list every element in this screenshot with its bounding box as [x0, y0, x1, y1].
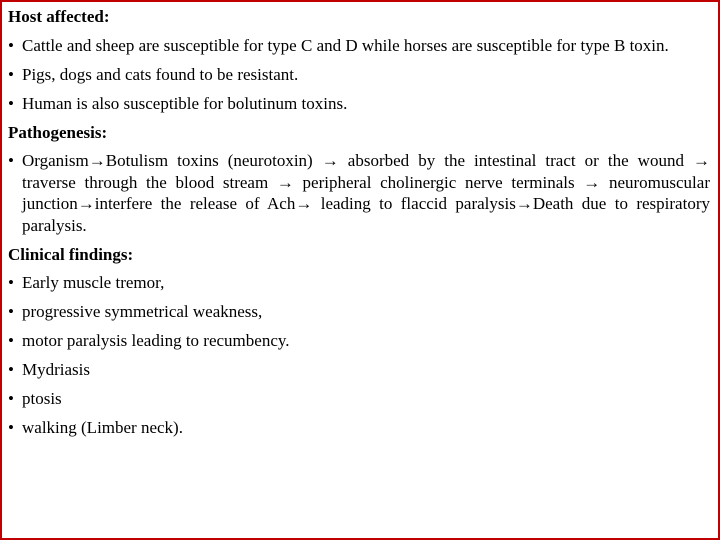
bullet-item	[8, 388, 710, 410]
bullet-item	[8, 417, 710, 439]
bullet-item	[8, 64, 710, 86]
bullet-icon: •	[8, 273, 14, 292]
bullet-item	[8, 301, 710, 323]
bullet-text: Pigs, dogs and cats found to be resistant.	[22, 64, 299, 84]
bullet-icon: •	[8, 302, 14, 321]
bullet-icon: •	[8, 93, 14, 113]
bullet-text: progressive symmetrical weakness,	[22, 302, 263, 321]
bullet-item	[8, 330, 710, 352]
bullet-text: Cattle and sheep are susceptible for type C and D while horses are susceptible for type B toxin.	[22, 35, 669, 55]
bullet-item	[8, 150, 710, 236]
bullet-icon: •	[8, 389, 14, 408]
slide-content	[8, 6, 710, 446]
heading-pathogenesis: Pathogenesis:	[8, 122, 108, 142]
bullet-icon: •	[8, 151, 14, 170]
bullet-icon: •	[8, 360, 14, 379]
bullet-text: Early muscle tremor,	[22, 273, 165, 292]
bullet-text: Organism→Botulism toxins (neurotoxin) → absorbed by the intestinal tract or the wound → traverse through the blood stream → peripheral cholinergic nerve terminals → neuromuscular junction→interfere the release of Ach→ leading to flaccid paralysis→Death due to respiratory paralysis.	[22, 151, 710, 235]
bullet-text: Mydriasis	[22, 360, 90, 379]
bullet-icon: •	[8, 35, 14, 55]
bullet-item	[8, 35, 710, 57]
heading-host-affected: Host affected:	[8, 7, 110, 26]
bullet-text: Human is also susceptible for bolutinum toxins.	[22, 93, 348, 113]
bullet-icon: •	[8, 64, 14, 84]
bullet-text: walking (Limber neck).	[22, 418, 183, 437]
bullet-item	[8, 272, 710, 294]
bullet-text: motor paralysis leading to recumbency.	[22, 331, 290, 350]
bullet-item	[8, 359, 710, 381]
bullet-icon: •	[8, 418, 14, 437]
heading-clinical-findings: Clinical findings:	[8, 244, 134, 264]
bullet-text: ptosis	[22, 389, 62, 408]
bullet-item	[8, 93, 710, 115]
bullet-icon: •	[8, 331, 14, 350]
